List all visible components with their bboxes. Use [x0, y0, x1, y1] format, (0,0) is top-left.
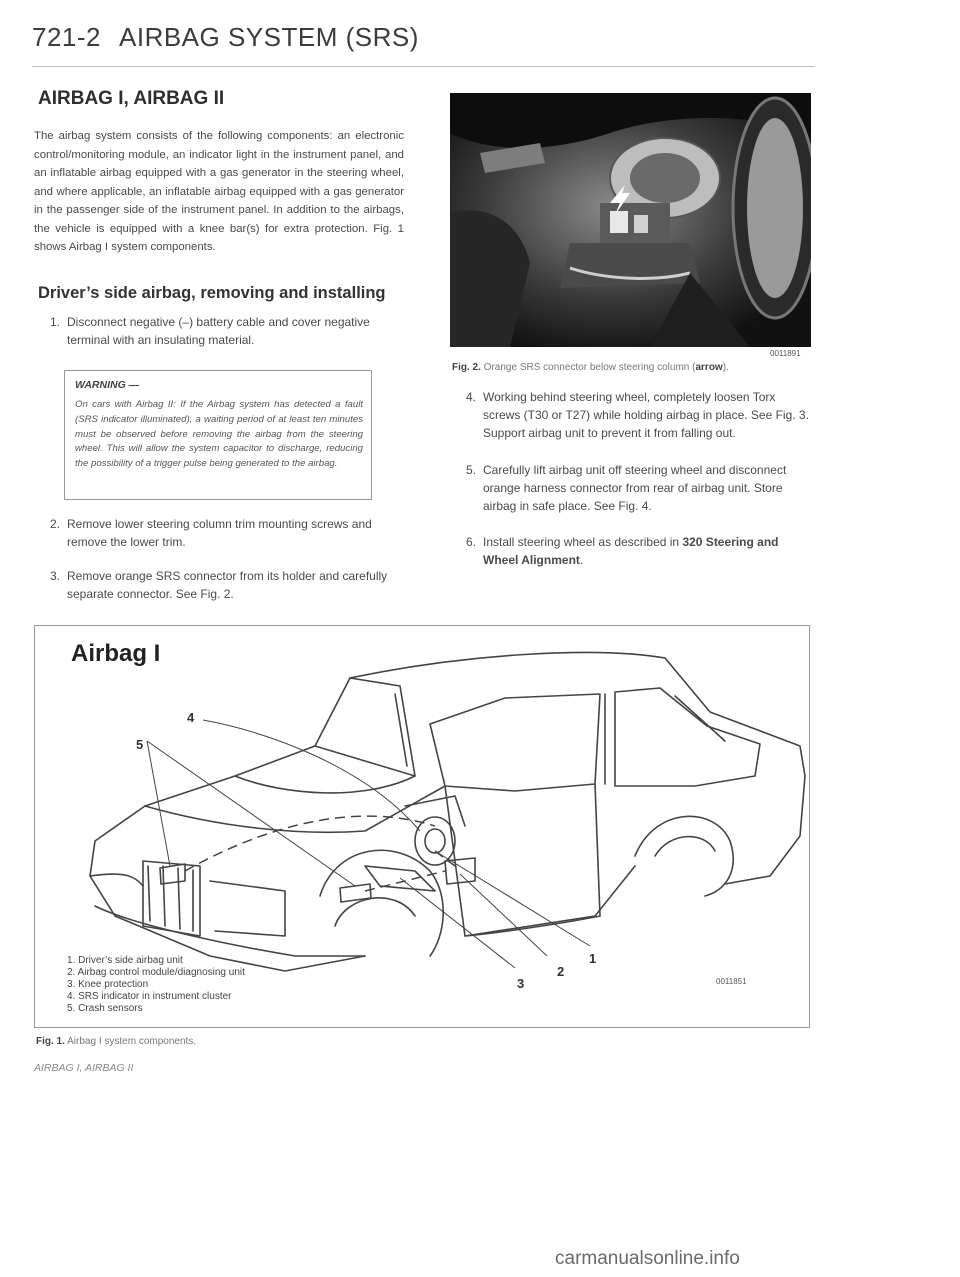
fig1-caption: [36, 1036, 196, 1047]
step-text: Remove lower steering column trim mounting screws and remove the lower trim.: [67, 517, 372, 549]
step-text: Disconnect negative (–) battery cable and cover negative terminal with an insulating material.: [67, 315, 370, 347]
section-heading: AIRBAG I, AIRBAG II: [38, 88, 225, 109]
step-number: 3.: [50, 569, 61, 583]
legend-item: 3. Knee protection: [67, 979, 149, 990]
warning-text: On cars with Airbag II: If the Airbag system has detected a fault (SRS indicator illuminated), a waiting period of at least ten minutes must be observed before removing the airbag from the steering wheel. This will allow the system capacitor to discharge, reducing the possibility of a trigger pulse being generated to the airbag.: [75, 399, 363, 470]
step-4: [466, 388, 814, 448]
step-number: 1.: [50, 315, 61, 329]
step-number: 4.: [466, 390, 477, 404]
fig2-caption-arrow: arrow: [695, 362, 723, 373]
step-number: 6.: [466, 535, 477, 549]
header-rule: [32, 66, 814, 67]
figure-1-code: 0011851: [716, 977, 747, 986]
steering-column-photo: [450, 93, 811, 347]
step-text: Working behind steering wheel, completely loosen Torx screws (T30 or T27) while holding airbag in place. See Fig. 3. Support airbag unit to prevent it from falling out.: [483, 390, 809, 440]
step-text: [483, 533, 814, 569]
step-number: 2.: [50, 517, 61, 531]
fig2-caption: [452, 362, 729, 373]
legend-item: 4. SRS indicator in instrument cluster: [67, 991, 232, 1002]
step-5: [466, 461, 814, 521]
callout-3: 3: [517, 976, 525, 991]
step-2: [50, 515, 405, 555]
step6-text: Install steering wheel as described in: [483, 535, 683, 549]
legend-item: 2. Airbag control module/diagnosing unit: [67, 967, 245, 978]
step-6: [466, 533, 814, 573]
step-1: [50, 313, 405, 353]
page-header: [32, 22, 419, 53]
fig2-label: Fig. 2.: [452, 362, 481, 373]
intro-paragraph: The airbag system consists of the following components: an electronic control/monitoring module, an indicator light in the instrument panel, and an inflatable airbag equipped with a gas generator in the steering wheel, and where applicable, an inflatable airbag equipped with a gas generator in the passenger side of the instrument panel. In addition to the airbags, the vehicle is equipped with a knee bar(s) for extra protection. Fig. 1 shows Airbag I system components.: [34, 130, 404, 253]
fig2-caption-text: Orange SRS connector below steering column (: [483, 362, 696, 373]
step-3: [50, 567, 405, 607]
callout-5: 5: [136, 737, 144, 752]
photo-code: 0011891: [770, 349, 801, 358]
figure-1-legend: [67, 955, 245, 1015]
step-text: Carefully lift airbag unit off steering wheel and disconnect orange harness connector from rear of airbag unit. Store airbag in safe place. See Fig. 4.: [483, 463, 787, 513]
section-title: AIRBAG SYSTEM (SRS): [119, 22, 419, 52]
step-number: 5.: [466, 463, 477, 477]
legend-item: 5. Crash sensors: [67, 1003, 143, 1014]
fig1-label: Fig. 1.: [36, 1036, 65, 1047]
warning-box: [64, 370, 372, 500]
callout-1: 1: [589, 951, 597, 966]
legend-item: 1. Driver’s side airbag unit: [67, 955, 183, 966]
callout-4: 4: [187, 710, 195, 725]
warning-title: WARNING —: [75, 379, 140, 391]
fig2-caption-end: ).: [722, 362, 729, 373]
step-text: Remove orange SRS connector from its holder and carefully separate connector. See Fig. 2.: [67, 569, 388, 601]
figure-1-title: Airbag I: [71, 640, 161, 667]
step6-reference: 320 Steering and Wheel Alignment: [483, 535, 779, 567]
step6-end: .: [579, 553, 584, 567]
fig1-caption-text: Airbag I system components.: [67, 1036, 197, 1047]
watermark: carmanualsonline.info: [555, 1248, 740, 1269]
page-number: 721-2: [32, 22, 101, 52]
photo-illustration: [450, 93, 811, 347]
callout-2: 2: [557, 964, 565, 979]
subsection-heading: Driver’s side airbag, removing and installing: [38, 284, 386, 302]
running-footer: AIRBAG I, AIRBAG II: [34, 1062, 134, 1074]
